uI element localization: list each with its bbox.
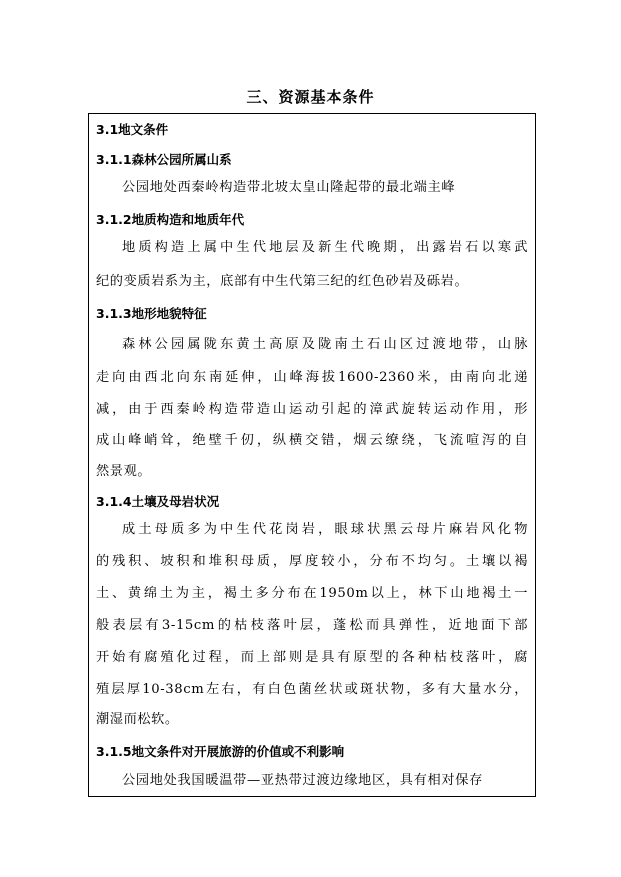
page-title: 三、资源基本条件 [246,88,375,106]
paragraph-line: 森林公园属陇东黄土高原及陇南土石山区过渡地带，山脉 [122,337,528,352]
paragraph-line: 然景观。 [96,464,152,479]
paragraph-line: 成山峰峭耸，绝壁千仞，纵横交错，烟云缭绕，飞流喧泻的自 [96,433,528,448]
paragraph-line: 潮湿而松软。 [96,712,179,727]
content-box [88,113,536,797]
section-heading-3-1: 3.1地文条件 [96,122,169,137]
paragraph-line: 的残积、坡积和堆积母质，厚度较小，分布不均匀。土壤以褐 [96,554,528,569]
paragraph-line: 成土母质多为中生代花岗岩，眼球状黑云母片麻岩风化物 [122,522,528,537]
paragraph-line: 开始有腐殖化过程，而上部则是具有原型的各种枯枝落叶，腐 [96,650,528,665]
paragraph-line: 公园地处我国暖温带—亚热带过渡边缘地区，具有相对保存 [122,773,484,788]
paragraph-line: 殖层厚10-38cm左右，有白色菌丝状或斑状物，多有大量水分， [96,682,528,697]
paragraph-line: 公园地处西秦岭构造带北坡太皇山隆起带的最北端主峰 [122,180,456,195]
section-heading-3-1-1: 3.1.1森林公园所属山系 [96,152,232,167]
paragraph-line: 般表层有3-15cm的枯枝落叶层，蓬松而具弹性，近地面下部 [96,618,528,633]
paragraph-line: 走向由西北向东南延伸，山峰海拔1600-2360米，由南向北递 [96,370,528,385]
section-heading-3-1-3: 3.1.3地形地貌特征 [96,306,207,321]
paragraph-line: 土、黄绵土为主，褐土多分布在1950m以上，林下山地褐土一 [96,586,528,601]
paragraph-line: 减，由于西秦岭构造带造山运动引起的漳武旋转运动作用，形 [96,402,528,417]
section-heading-3-1-5: 3.1.5地文条件对开展旅游的价值或不利影响 [96,744,345,759]
section-heading-3-1-2: 3.1.2地质构造和地质年代 [96,212,245,227]
section-heading-3-1-4: 3.1.4土壤及母岩状况 [96,494,220,509]
paragraph-line: 地质构造上属中生代地层及新生代晚期，出露岩石以寒武 [122,240,528,255]
paragraph-line: 纪的变质岩系为主，底部有中生代第三纪的红色砂岩及砾岩。 [96,274,469,289]
